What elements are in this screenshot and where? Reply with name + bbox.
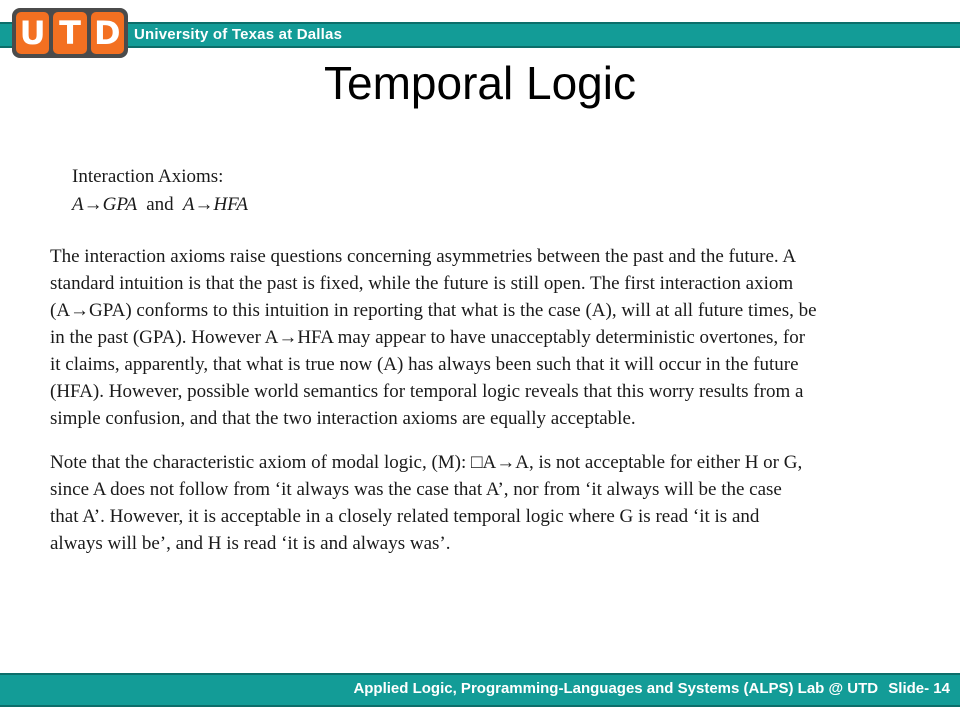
axioms-formula — [72, 194, 248, 216]
axiom-conjunction: and — [146, 194, 174, 215]
paragraph-interaction-axioms — [50, 243, 930, 432]
paragraph-line: standard intuition is that the past is fixed, while the future is still open. The first interaction axiom — [50, 273, 794, 294]
paragraph-line: (A→GPA) conforms to this intuition in reporting that what is the case (A), will at all future times, be — [50, 300, 817, 321]
footer-text — [353, 680, 950, 697]
logo-letter-t: T — [53, 12, 86, 54]
paragraph-line: (HFA). However, possible world semantics for temporal logic reveals that this worry results from a — [50, 381, 804, 402]
paragraph-line: since A does not follow from ‘it always was the case that A’, nor from ‘it always will be the case — [50, 479, 782, 500]
slide-title: Temporal Logic — [324, 57, 636, 109]
paragraph-line: The interaction axioms raise questions concerning asymmetries between the past and the future. A — [50, 246, 797, 267]
axioms-heading: Interaction Axioms: — [72, 166, 224, 187]
logo-letter-d: D — [91, 12, 124, 54]
paragraph-modal-axiom — [50, 449, 930, 557]
paragraph-line: always will be’, and H is read ‘it is and always was’. — [50, 533, 451, 554]
paragraph-line: simple confusion, and that the two interaction axioms are equally acceptable. — [50, 408, 636, 429]
slide-number: Slide- 14 — [888, 680, 950, 697]
footer-lab-name: Applied Logic, Programming-Languages and Systems (ALPS) Lab @ UTD — [353, 680, 879, 697]
utd-logo — [12, 8, 128, 58]
university-name: University of Texas at Dallas — [134, 26, 343, 43]
paragraph-line: Note that the characteristic axiom of modal logic, (M): □A→A, is not acceptable for either H or G, — [50, 452, 803, 473]
logo-letter-u: U — [16, 12, 49, 54]
paragraph-line: that A’. However, it is acceptable in a closely related temporal logic where G is read ‘it is and — [50, 506, 760, 527]
paragraph-line: it claims, apparently, that what is true now (A) has always been such that it will occur in the future — [50, 354, 799, 375]
axiom-1: A→GPA — [72, 194, 137, 215]
axiom-2: A→HFA — [182, 194, 248, 215]
paragraph-line: in the past (GPA). However A→HFA may appear to have unacceptably deterministic overtones, for — [50, 327, 806, 348]
